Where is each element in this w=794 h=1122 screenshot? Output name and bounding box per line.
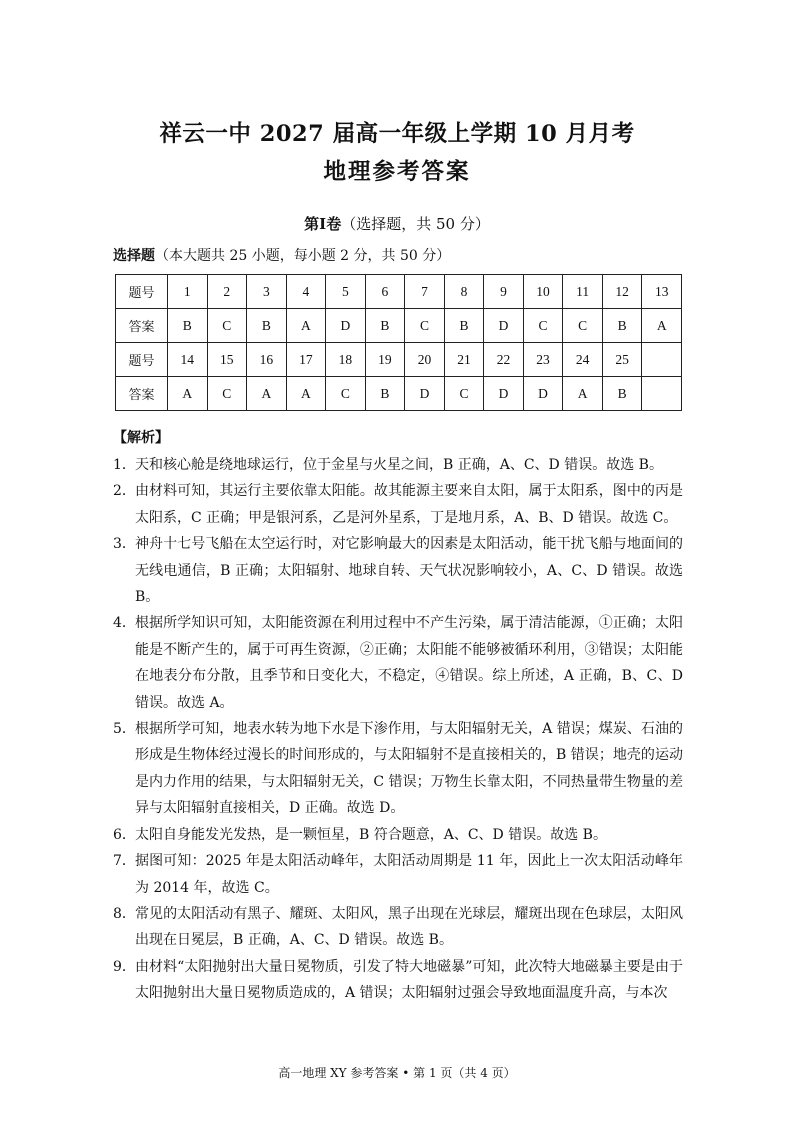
section-label: 选择题 — [113, 248, 155, 264]
list-item — [113, 716, 683, 822]
table-cell: C — [563, 309, 603, 343]
table-cell: C — [444, 377, 484, 411]
table-cell: 4 — [286, 275, 326, 309]
item-text: 常见的太阳活动有黑子、耀斑、太阳风，黑子出现在光球层，耀斑出现在色球层，太阳风出现在日冕层，B 正确，A、C、D 错误。故选 B。 — [135, 905, 683, 949]
table-cell: 17 — [286, 343, 326, 377]
table-cell: A — [642, 309, 682, 343]
table-cell: 11 — [563, 275, 603, 309]
table-cell: B — [365, 309, 405, 343]
table-cell: D — [484, 377, 524, 411]
table-cell: D — [326, 309, 366, 343]
list-item — [113, 452, 683, 478]
item-number: 5． — [113, 721, 136, 738]
table-cell: B — [602, 309, 642, 343]
table-cell: A — [286, 377, 326, 411]
list-item — [113, 954, 683, 1007]
table-row-label: 题号 — [116, 343, 168, 377]
analysis-heading: 【解析】 — [113, 430, 169, 446]
table-cell: A — [563, 377, 603, 411]
table-row — [116, 275, 682, 309]
list-item — [113, 610, 683, 716]
section-note: （本大题共 25 小题，每小题 2 分，共 50 分） — [155, 248, 451, 264]
table-cell: 20 — [405, 343, 445, 377]
item-number: 8． — [113, 905, 136, 922]
table-cell: 14 — [168, 343, 208, 377]
table-cell: A — [168, 377, 208, 411]
table-cell — [642, 377, 682, 411]
table-cell: 7 — [405, 275, 445, 309]
table-cell: 16 — [247, 343, 287, 377]
table-cell: 15 — [207, 343, 247, 377]
page-title: 祥云一中 2027 届高一年级上学期 10 月月考 — [159, 121, 635, 147]
table-cell: C — [326, 377, 366, 411]
table-cell: 23 — [523, 343, 563, 377]
table-cell: B — [168, 309, 208, 343]
list-item — [113, 822, 683, 848]
table-cell: 10 — [523, 275, 563, 309]
table-row — [116, 343, 682, 377]
item-number: 6． — [113, 826, 136, 843]
item-text: 根据所学知识可知，太阳能资源在利用过程中不产生污染，属于清洁能源，①正确；太阳能是不断产生的，属于可再生资源，②正确；太阳能不能够被循环利用，③错误；太阳能在地表分布分散，且季节和日变化大，不稳定，④错误。综上所述，A 正确，B、C、D 错误。故选 A。 — [135, 615, 683, 711]
table-cell: 5 — [326, 275, 366, 309]
page-subtitle: 地理参考答案 — [323, 159, 471, 185]
table-cell: 13 — [642, 275, 682, 309]
section-heading — [113, 245, 450, 265]
table-cell: B — [444, 309, 484, 343]
item-text: 太阳自身能发光发热，是一颗恒星，B 符合题意，A、C、D 错误。故选 B。 — [135, 826, 607, 843]
table-cell — [642, 343, 682, 377]
table-row-label: 题号 — [116, 275, 168, 309]
item-text: 根据所学可知，地表水转为地下水是下渗作用，与太阳辐射无关，A 错误；煤炭、石油的形成是生物体经过漫长的时间形成的，与太阳辐射不是直接相关的，B 错误；地壳的运动是内力作用的结果，与太阳辐射无关，C 错误；万物生长靠太阳，不同热量带生物量的差异与太阳辐射直接相关，D 正确。故选 D。 — [135, 721, 683, 817]
table-cell: B — [602, 377, 642, 411]
table-cell: C — [207, 377, 247, 411]
answer-table — [115, 274, 682, 411]
item-text: 由材料可知，其运行主要依靠太阳能。故其能源主要来自太阳，属于太阳系，图中的丙是太阳系，C 正确；甲是银河系，乙是河外星系，丁是地月系，A、B、D 错误。故选 C。 — [135, 483, 683, 526]
table-cell: 21 — [444, 343, 484, 377]
table-row-label: 答案 — [116, 377, 168, 411]
table-row — [116, 377, 682, 411]
table-cell: 24 — [563, 343, 603, 377]
table-cell: 25 — [602, 343, 642, 377]
item-number: 3． — [113, 536, 136, 553]
item-text: 天和核心舱是绕地球运行，位于金星与火星之间，B 正确，A、C、D 错误。故选 B。 — [135, 457, 663, 473]
list-item — [113, 478, 683, 531]
item-text: 神舟十七号飞船在太空运行时，对它影响最大的因素是太阳活动，能干扰飞船与地面间的无线电通信，B 正确；太阳辐射、地球自转、天气状况影响较小，A、C、D 错误。故选 B。 — [135, 536, 683, 606]
part-heading-note: （选择题，共 50 分） — [341, 215, 490, 233]
item-number: 7． — [113, 853, 136, 870]
list-item — [113, 531, 683, 610]
table-cell: C — [405, 309, 445, 343]
table-cell: 8 — [444, 275, 484, 309]
analysis-list — [113, 452, 683, 1007]
table-cell: D — [523, 377, 563, 411]
item-number: 4． — [113, 615, 136, 632]
table-cell: 6 — [365, 275, 405, 309]
part-heading-bold: 第Ⅰ卷 — [304, 215, 342, 233]
table-cell: C — [207, 309, 247, 343]
table-cell: 9 — [484, 275, 524, 309]
table-cell: 1 — [168, 275, 208, 309]
table-cell: 3 — [247, 275, 287, 309]
table-cell: A — [286, 309, 326, 343]
table-row-label: 答案 — [116, 309, 168, 343]
table-cell: C — [523, 309, 563, 343]
table-row — [116, 309, 682, 343]
item-number: 2． — [113, 483, 136, 500]
table-cell: 19 — [365, 343, 405, 377]
table-cell: 12 — [602, 275, 642, 309]
table-cell: D — [484, 309, 524, 343]
table-cell: 2 — [207, 275, 247, 309]
list-item — [113, 848, 683, 901]
table-cell: D — [405, 377, 445, 411]
page-footer: 高一地理 XY 参考答案 • 第 1 页（共 4 页） — [278, 1066, 516, 1080]
item-number: 9． — [113, 958, 136, 975]
part-heading — [0, 213, 794, 234]
list-item — [113, 901, 683, 954]
item-text: 据图可知：2025 年是太阳活动峰年，太阳活动周期是 11 年，因此上一次太阳活动峰年为 2014 年，故选 C。 — [135, 853, 683, 896]
table-cell: B — [247, 309, 287, 343]
table-cell: 18 — [326, 343, 366, 377]
item-number: 1． — [113, 457, 136, 473]
item-text: 由材料“太阳抛射出大量日冕物质，引发了特大地磁暴”可知，此次特大地磁暴主要是由于太阳抛射出大量日冕物质造成的，A 错误；太阳辐射过强会导致地面温度升高，与本次 — [135, 958, 683, 1002]
table-cell: A — [247, 377, 287, 411]
table-cell: 22 — [484, 343, 524, 377]
table-cell: B — [365, 377, 405, 411]
